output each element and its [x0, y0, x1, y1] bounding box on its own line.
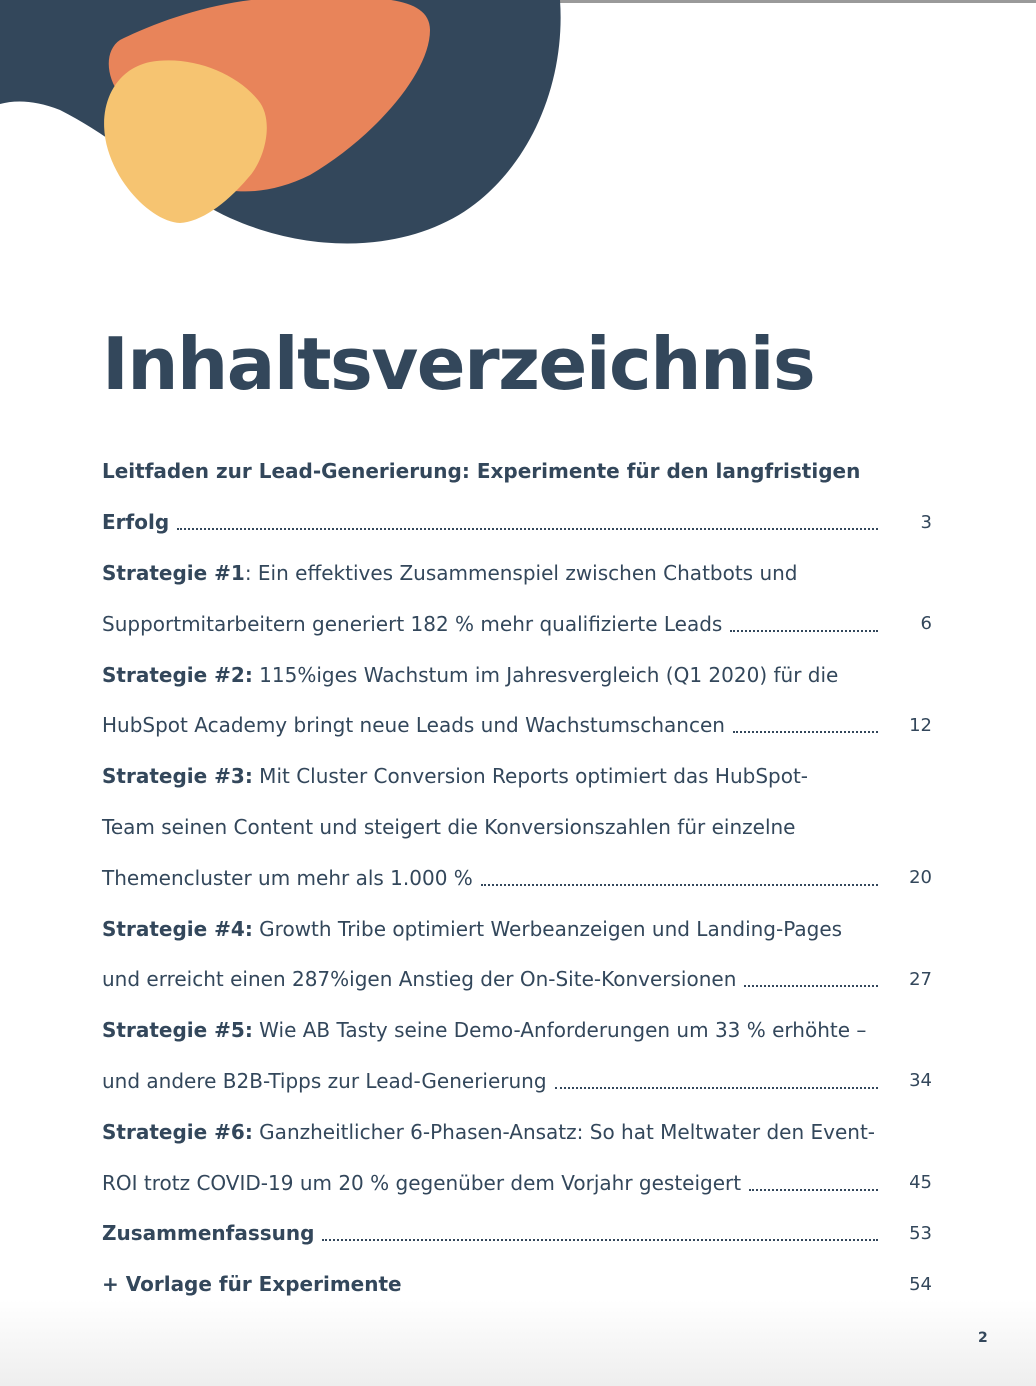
dot-leader — [481, 884, 878, 886]
toc-entry-text: Themencluster um mehr als 1.000 % — [102, 865, 473, 890]
dot-leader — [322, 1239, 878, 1241]
toc-entry-intro-line2[interactable] — [102, 497, 932, 548]
toc-entry-description: : Ein effektives Zusammenspiel zwischen Chatbots und — [244, 560, 798, 585]
toc-entry-text: ROI trotz COVID-19 um 20 % gegenüber dem Vorjahr gesteigert — [102, 1170, 742, 1195]
strategy-label: Strategie #4: — [102, 916, 253, 941]
toc-entry-strategy2-line2[interactable] — [102, 700, 932, 751]
strategy-label: Strategie #6: — [102, 1119, 253, 1144]
decorative-blob-shapes — [0, 0, 600, 260]
toc-entry-description: Wie AB Tasty seine Demo-Anforderungen um 33 % erhöhte – — [252, 1018, 867, 1043]
toc-page-number: 45 — [909, 1172, 932, 1194]
page-number: 2 — [978, 1330, 988, 1346]
toc-page-number: 6 — [920, 613, 932, 635]
dot-leader — [555, 1087, 878, 1089]
strategy-label: Strategie #1 — [102, 560, 245, 585]
toc-entry-text: + Vorlage für Experimente — [102, 1272, 402, 1297]
toc-entry-strategy3-line1[interactable] — [102, 751, 932, 802]
toc-entry-strategy3-line2[interactable] — [102, 802, 932, 853]
toc-entry-text: Supportmitarbeitern generiert 182 % mehr qualifizierte Leads — [102, 611, 723, 636]
dot-leader — [744, 985, 878, 987]
table-of-contents — [102, 446, 932, 1310]
toc-entry-strategy1-line1[interactable] — [102, 548, 932, 599]
toc-entry-summary[interactable] — [102, 1208, 932, 1259]
toc-entry-strategy2-line1[interactable] — [102, 649, 932, 700]
toc-page-number: 53 — [909, 1222, 932, 1244]
toc-entry-description: Growth Tribe optimiert Werbeanzeigen und Landing-Pages — [252, 916, 843, 941]
page-title: Inhaltsverzeichnis — [102, 322, 815, 406]
toc-entry-text — [102, 1018, 866, 1042]
page-bottom-shadow — [0, 1300, 1036, 1386]
toc-entry-strategy6-line2[interactable] — [102, 1157, 932, 1208]
toc-entry-text — [102, 764, 808, 788]
toc-entry-strategy5-line1[interactable] — [102, 1005, 932, 1056]
dot-leader — [733, 731, 878, 733]
toc-entry-text — [102, 917, 842, 941]
toc-page-number: 12 — [909, 714, 932, 736]
toc-entry-text — [102, 1120, 875, 1144]
toc-page-number: 34 — [909, 1070, 932, 1092]
dot-leader — [177, 528, 878, 530]
toc-page-number: 20 — [909, 867, 932, 889]
toc-entry-strategy1-line2[interactable] — [102, 598, 932, 649]
toc-entry-description: 115%iges Wachstum im Jahresvergleich (Q1 2020) für die — [252, 662, 839, 687]
toc-entry-intro-line1[interactable] — [102, 446, 932, 497]
dot-leader — [730, 630, 878, 632]
dot-leader — [749, 1189, 878, 1191]
toc-entry-text: und andere B2B-Tipps zur Lead-Generierung — [102, 1068, 547, 1093]
toc-entry-strategy3-line3[interactable] — [102, 852, 932, 903]
toc-entry-text — [102, 663, 838, 687]
toc-entry-description: Ganzheitlicher 6-Phasen-Ansatz: So hat Meltwater den Event- — [252, 1119, 876, 1144]
toc-page-number: 3 — [920, 511, 932, 533]
toc-entry-text: Leitfaden zur Lead-Generierung: Experimente für den langfristigen — [102, 459, 861, 484]
toc-entry-strategy5-line2[interactable] — [102, 1056, 932, 1107]
toc-entry-description: Mit Cluster Conversion Reports optimiert das HubSpot- — [252, 764, 809, 789]
toc-entry-text: Zusammenfassung — [102, 1221, 315, 1246]
toc-entry-text: Team seinen Content und steigert die Konversionszahlen für einzelne — [102, 814, 796, 839]
toc-entry-text: Erfolg — [102, 510, 170, 535]
toc-entry-strategy4-line1[interactable] — [102, 903, 932, 954]
strategy-label: Strategie #3: — [102, 764, 253, 789]
toc-page-number: 27 — [909, 968, 932, 990]
strategy-label: Strategie #5: — [102, 1018, 253, 1043]
toc-entry-text: HubSpot Academy bringt neue Leads und Wachstumschancen — [102, 713, 725, 738]
toc-entry-text: und erreicht einen 287%igen Anstieg der On-Site-Konversionen — [102, 967, 737, 992]
toc-entry-text — [102, 561, 798, 585]
toc-entry-strategy4-line2[interactable] — [102, 954, 932, 1005]
toc-page-number: 54 — [909, 1273, 932, 1295]
toc-entry-strategy6-line1[interactable] — [102, 1106, 932, 1157]
strategy-label: Strategie #2: — [102, 662, 253, 687]
